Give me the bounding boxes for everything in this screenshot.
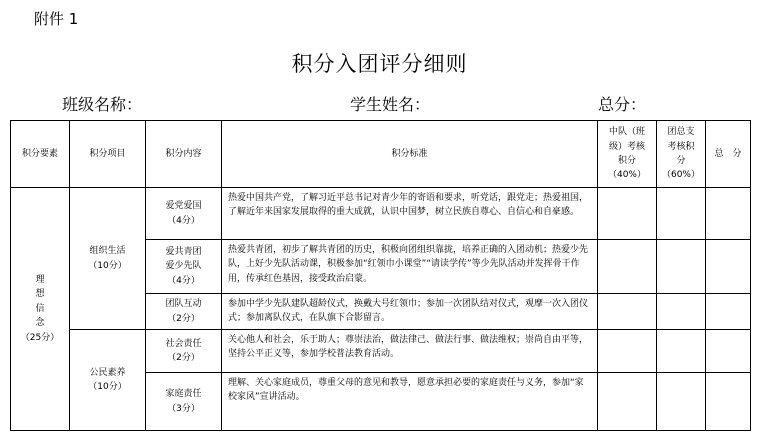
squad-score-cell[interactable] [598,373,657,431]
table-row [11,330,751,373]
standard-cell: 热爱中国共产党，了解习近平总书记对青少年的寄语和要求，听党话，跟党走；热爱祖国，了解近年来国家发展取得的重大成就，认识中国梦，树立民族自尊心、自信心和自豪感。 [222,188,598,240]
content-cell: 爱共青团 爱少先队 （4分） [146,240,222,294]
item-org-life: 组织生活 （10分） [70,188,146,330]
total-score-cell[interactable] [706,330,751,373]
header-row [11,121,751,188]
header-element: 积分要素 [11,121,70,188]
header-total: 总 分 [706,121,751,188]
header-item: 积分项目 [70,121,146,188]
squad-score-cell[interactable] [598,294,657,330]
branch-score-cell[interactable] [657,294,706,330]
squad-score-cell[interactable] [598,240,657,294]
header-content: 积分内容 [146,121,222,188]
branch-score-cell[interactable] [657,240,706,294]
total-score-cell[interactable] [706,188,751,240]
standard-cell: 参加中学少先队建队超龄仪式，换戴大号红领巾；参加一次团队结对仪式，观摩一次入团仪式；参加离队仪式，在队旗下合影留言。 [222,294,598,330]
standard-cell: 理解、关心家庭成员，尊重父母的意见和教导，愿意承担必要的家庭责任与义务，参加“家校家风”宣讲活动。 [222,373,598,431]
total-score-cell[interactable] [706,373,751,431]
content-cell: 团队互动 （2分） [146,294,222,330]
scoring-table [10,120,751,431]
total-score-cell[interactable] [706,240,751,294]
header-squad-score: 中队（班 级）考核 积分 （40%） [598,121,657,188]
table-row [11,188,751,240]
item-civic-literacy: 公民素养 （10分） [70,330,146,431]
header-branch-score: 团总支 考核积 分 （60%） [657,121,706,188]
squad-score-cell[interactable] [598,330,657,373]
content-cell: 社会责任 （2分） [146,330,222,373]
total-score-label: 总分： [598,95,647,114]
attachment-label: 附件 1 [34,10,79,28]
branch-score-cell[interactable] [657,330,706,373]
squad-score-cell[interactable] [598,188,657,240]
standard-cell: 关心他人和社会，乐于助人；尊崇法治，做法律己、做法行事、做法维权；崇尚自由平等，坚持公平正义等，参加学校普法教育活动。 [222,330,598,373]
total-score-cell[interactable] [706,294,751,330]
student-name-label: 学生姓名： [350,95,431,114]
content-cell: 家庭责任 （3分） [146,373,222,431]
standard-cell: 热爱共青团，初步了解共青团的历史，积极向团组织靠拢，培养正确的入团动机；热爱少先队，上好少先队活动课，积极参加“红领巾小课堂”“请读学传”等少先队活动并发挥骨干作用，传承红色基因，接受政治启蒙。 [222,240,598,294]
class-name-label: 班级名称： [62,95,143,114]
content-cell: 爱党爱国 （4分） [146,188,222,240]
branch-score-cell[interactable] [657,373,706,431]
element-ideals: 理 想 信 念 （25分） [11,188,70,431]
document-title: 积分入团评分细则 [291,52,468,76]
branch-score-cell[interactable] [657,188,706,240]
header-standard: 积分标准 [222,121,598,188]
